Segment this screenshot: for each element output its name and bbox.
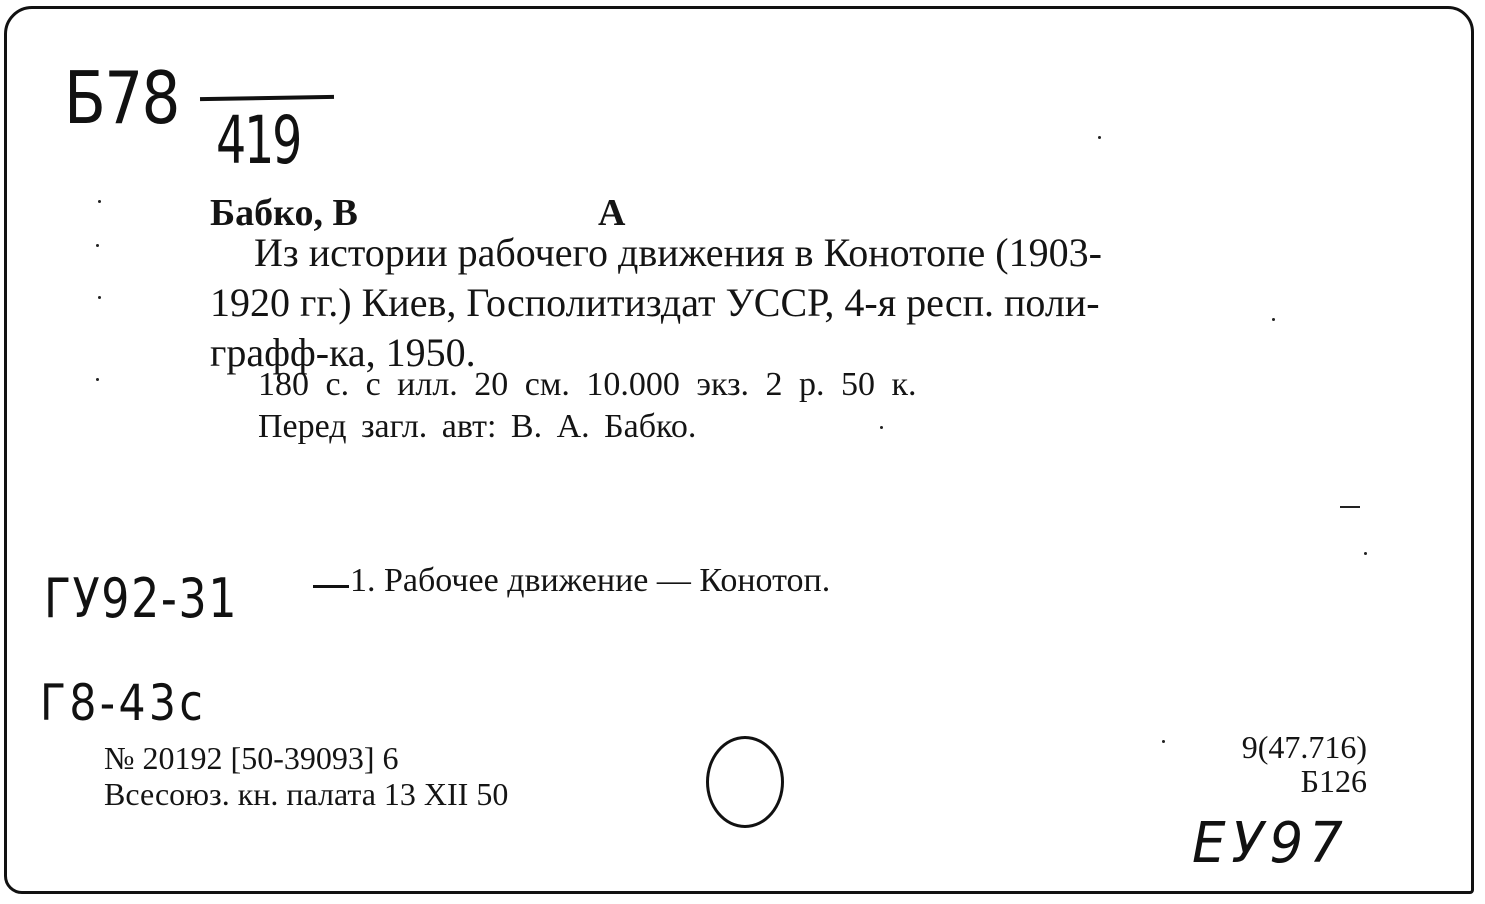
scan-speck	[1162, 740, 1165, 743]
scan-speck	[880, 426, 883, 429]
author-initial: А	[598, 192, 626, 234]
scan-speck	[1272, 318, 1275, 321]
call-number-bottom: 419	[216, 102, 301, 179]
scan-speck	[96, 244, 99, 247]
physical-description: 180 с. с илл. 20 см. 10.000 экз. 2 р. 50 к.	[258, 366, 917, 403]
title-line: Из истории рабочего движения в Конотопе (1903-	[254, 230, 1102, 275]
imprint-chamber: Всесоюз. кн. палата 13 XII 50	[104, 776, 509, 812]
scan-speck	[1364, 552, 1367, 555]
classification-code: 9(47.716)	[1241, 729, 1367, 765]
scan-speck	[98, 296, 101, 299]
imprint-number: № 20192 [50-39093] 6	[104, 740, 399, 776]
title-line: 1920 гг.) Киев, Госполитиздат УССР, 4-я респ. поли-	[210, 280, 1100, 325]
subject-heading: 1. Рабочее движение — Конотоп.	[350, 562, 831, 599]
author-note: Перед загл. авт: В. А. Бабко.	[258, 408, 697, 445]
subject-dash	[313, 585, 349, 588]
handwritten-shelf-mark: Г8-43с	[40, 674, 207, 732]
handwritten-stamp: ЕУ97	[1192, 811, 1349, 876]
classification	[1242, 730, 1367, 798]
scan-speck	[96, 378, 99, 381]
scan-speck	[1340, 506, 1360, 508]
author-name: Бабко, В	[210, 192, 358, 234]
call-number-top: Б78	[64, 56, 179, 140]
handwritten-shelf-mark: ГУ92-31	[44, 567, 239, 630]
scan-speck	[98, 200, 101, 203]
scan-speck	[1098, 136, 1101, 139]
title-line: графф-ка, 1950.	[210, 330, 476, 375]
card-punch-hole	[706, 736, 784, 828]
classification-author-mark: Б126	[1300, 763, 1367, 799]
title-statement	[210, 228, 1360, 378]
